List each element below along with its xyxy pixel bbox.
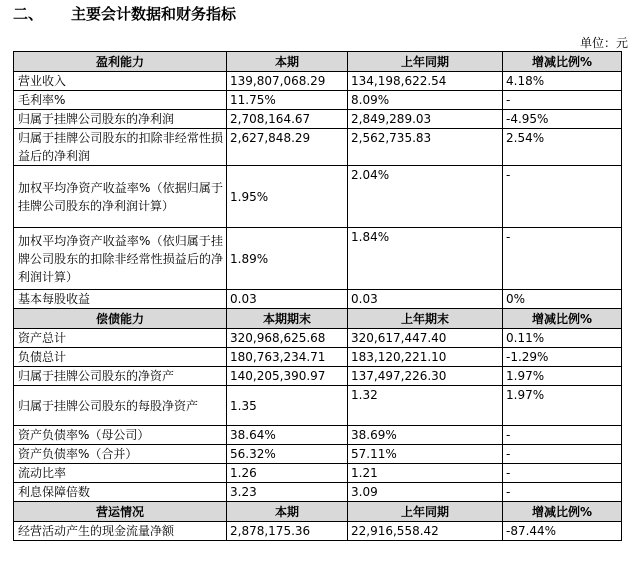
row-label: 负债总计 (14, 348, 227, 367)
header-cell: 增减比例% (503, 309, 622, 329)
row-label: 归属于挂牌公司股东的每股净资产 (14, 386, 227, 426)
table-row (14, 367, 622, 386)
prior-value: 137,497,226.30 (348, 367, 503, 386)
row-label: 经营活动产生的现金流量净额 (14, 522, 227, 541)
table-row (14, 445, 622, 464)
section-heading (13, 3, 236, 24)
change-value: - (503, 445, 622, 464)
table-header-row (14, 309, 622, 329)
prior-value: 1.84% (348, 228, 503, 290)
prior-value: 1.32 (348, 386, 503, 426)
change-value: - (503, 483, 622, 502)
current-value: 3.23 (227, 483, 348, 502)
prior-value: 22,916,558.42 (348, 522, 503, 541)
table-row (14, 72, 622, 91)
change-value: 2.54% (503, 129, 622, 166)
unit-label: 单位：元 (579, 36, 628, 50)
prior-value: 1.21 (348, 464, 503, 483)
header-cell: 营运情况 (14, 502, 227, 522)
table-row (14, 166, 622, 228)
change-value: - (503, 166, 622, 228)
current-value: 2,627,848.29 (227, 129, 348, 166)
row-label: 营业收入 (14, 72, 227, 91)
current-value: 38.64% (227, 426, 348, 445)
table-row (14, 228, 622, 290)
change-value: 0% (503, 290, 622, 309)
row-label: 资产负债率%（合并） (14, 445, 227, 464)
prior-value: 57.11% (348, 445, 503, 464)
row-label: 基本每股收益 (14, 290, 227, 309)
row-label: 加权平均净资产收益率%（依归属于挂牌公司股东的扣除非经常性损益后的净利润计算） (14, 228, 227, 290)
prior-value: 2,562,735.83 (348, 129, 503, 166)
header-cell: 偿债能力 (14, 309, 227, 329)
current-value: 1.26 (227, 464, 348, 483)
change-value: -4.95% (503, 110, 622, 129)
row-label: 毛利率% (14, 91, 227, 110)
table-row (14, 426, 622, 445)
row-label: 资产总计 (14, 329, 227, 348)
section-number: 二、 (13, 5, 44, 23)
change-value: -87.44% (503, 522, 622, 541)
table-row (14, 464, 622, 483)
current-value: 1.89% (227, 228, 348, 290)
prior-value: 0.03 (348, 290, 503, 309)
current-value: 11.75% (227, 91, 348, 110)
header-cell: 上年期末 (348, 309, 503, 329)
current-value: 2,878,175.36 (227, 522, 348, 541)
change-value: -1.29% (503, 348, 622, 367)
header-cell: 上年同期 (348, 502, 503, 522)
prior-value: 2.04% (348, 166, 503, 228)
table-row (14, 110, 622, 129)
header-cell: 盈利能力 (14, 52, 227, 72)
change-value: 0.11% (503, 329, 622, 348)
row-label: 流动比率 (14, 464, 227, 483)
change-value: 1.97% (503, 367, 622, 386)
prior-value: 8.09% (348, 91, 503, 110)
table-header-row (14, 502, 622, 522)
current-value: 0.03 (227, 290, 348, 309)
change-value: - (503, 91, 622, 110)
current-value: 139,807,068.29 (227, 72, 348, 91)
table-row (14, 348, 622, 367)
change-value: 4.18% (503, 72, 622, 91)
financial-indicators-table (13, 51, 622, 541)
table-header-row (14, 52, 622, 72)
row-label: 利息保障倍数 (14, 483, 227, 502)
table-row (14, 129, 622, 166)
header-cell: 增减比例% (503, 52, 622, 72)
table-row (14, 91, 622, 110)
current-value: 1.35 (227, 386, 348, 426)
current-value: 56.32% (227, 445, 348, 464)
header-cell: 本期 (227, 502, 348, 522)
current-value: 2,708,164.67 (227, 110, 348, 129)
table-row (14, 386, 622, 426)
prior-value: 2,849,289.03 (348, 110, 503, 129)
current-value: 140,205,390.97 (227, 367, 348, 386)
header-cell: 上年同期 (348, 52, 503, 72)
prior-value: 134,198,622.54 (348, 72, 503, 91)
prior-value: 3.09 (348, 483, 503, 502)
row-label: 归属于挂牌公司股东的净资产 (14, 367, 227, 386)
header-cell: 增减比例% (503, 502, 622, 522)
prior-value: 38.69% (348, 426, 503, 445)
section-title: 主要会计数据和财务指标 (71, 5, 237, 23)
row-label: 归属于挂牌公司股东的扣除非经常性损益后的净利润 (14, 129, 227, 166)
row-label: 加权平均净资产收益率%（依据归属于挂牌公司股东的净利润计算） (14, 166, 227, 228)
change-value: - (503, 464, 622, 483)
table-row (14, 290, 622, 309)
current-value: 180,763,234.71 (227, 348, 348, 367)
table-row (14, 483, 622, 502)
prior-value: 320,617,447.40 (348, 329, 503, 348)
row-label: 资产负债率%（母公司） (14, 426, 227, 445)
change-value: - (503, 228, 622, 290)
prior-value: 183,120,221.10 (348, 348, 503, 367)
current-value: 320,968,625.68 (227, 329, 348, 348)
current-value: 1.95% (227, 166, 348, 228)
row-label: 归属于挂牌公司股东的净利润 (14, 110, 227, 129)
table-row (14, 329, 622, 348)
table-row (14, 522, 622, 541)
change-value: - (503, 426, 622, 445)
header-cell: 本期期末 (227, 309, 348, 329)
header-cell: 本期 (227, 52, 348, 72)
change-value: 1.97% (503, 386, 622, 426)
